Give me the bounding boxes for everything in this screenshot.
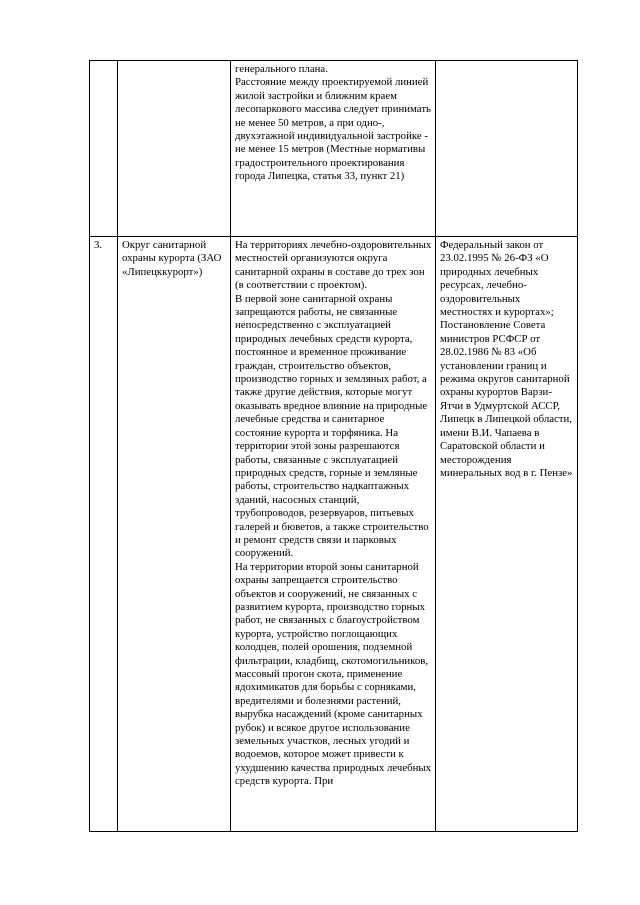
zone-name — [118, 61, 231, 237]
table-row — [90, 61, 578, 237]
row-number — [90, 61, 118, 237]
requirements-paragraph: В первой зоне санитарной охраны запрещаются работы, не связанные непосредственно с эксплуатацией природных лечебных средств курорта, постоянное и временное проживание граждан, строительство объектов, производство горных и земляных работ, а также другие действия, которые могут оказывать вредное влияние на природные лечебные средства и санитарное состояние курорта и торфяника. На территории этой зоны разрешаются работы, связанные с эксплуатацией природных средств, горные и земляные работы, строительство надкаптажных зданий, насосных станций, трубопроводов, резервуаров, питьевых галерей и бюветов, а также строительство и ремонт средств связи и парковых сооружений. — [235, 292, 429, 560]
legal-source: Федеральный закон от 23.02.1995 № 26-ФЗ «О природных лечебных ресурсах, лечебно-оздоровительных местностях и курортах»; Постановление Совета министров РСФСР от 28.02.1986 № 83 «Об установлении границ и режима округов санитарной охраны курортов Варзи-Ятчи в Удмуртской АССР, Липецк в Липецкой области, имени В.И. Чапаева в Саратовской области и месторождения минеральных вод в г. Пензе» — [436, 237, 578, 832]
requirements-paragraph: Расстояние между проектируемой линией жилой застройки и ближним краем лесопаркового массива следует принимать не менее 50 метров, а при одно-, двухэтажной индивидуальной застройке - не менее 15 метров (Местные нормативы градостроительного проектирования города Липецка, статья 33, пункт 21) — [235, 76, 431, 183]
table-row — [90, 237, 578, 832]
requirements-paragraph: На территории второй зоны санитарной охраны запрещается строительство объектов и сооружений, не связанных с развитием курорта, производство горных работ, не связанных с благоустройством курорта, устройство поглощающих колодцев, полей орошения, подземной фильтрации, кладбищ, скотомогильников, массовый прогон скота, применение ядохимикатов для борьбы с сорняками, вредителями и болезнями растений, вырубка насаждений (кроме санитарных рубок) и всякое другое использование земельных участков, лесных угодий и водоемов, которое может привести к ухудшению качества природных лечебных средств курорта. При — [235, 560, 432, 788]
legal-source — [436, 61, 578, 237]
requirements-cell — [231, 61, 436, 237]
row-number: 3. — [90, 237, 118, 832]
requirements-paragraph: генерального плана. — [235, 63, 328, 75]
requirements-cell — [231, 237, 436, 832]
regulation-table — [89, 60, 578, 832]
requirements-paragraph: На территориях лечебно-оздоровительных местностей организуются округа санитарной охраны в составе до трех зон (в соответствии с проектом). — [235, 239, 432, 292]
zone-name: Округ санитарной охраны курорта (ЗАО «Липецккурорт») — [118, 237, 231, 832]
